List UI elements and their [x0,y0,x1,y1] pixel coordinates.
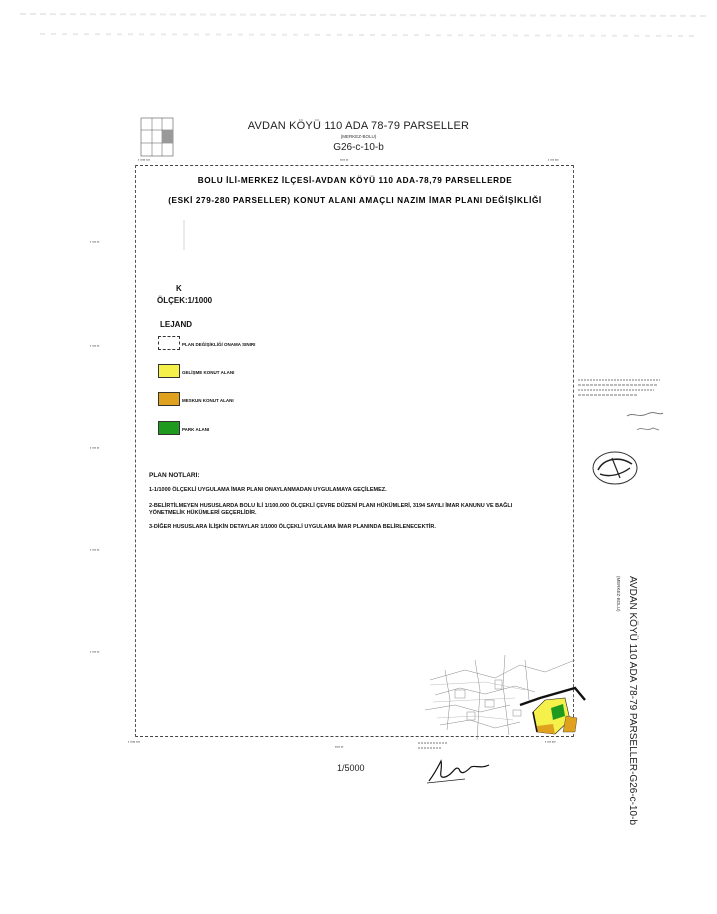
approval-stamp [578,378,662,407]
scale-label: ÖLÇEK:1/1000 [157,296,213,305]
coord-tick: ▪ ▪▪▪▪ ▪▪▪ [138,158,150,162]
legend-swatch-park [158,421,180,435]
header-title: AVDAN KÖYÜ 110 ADA 78-79 PARSELLER [247,120,470,132]
north-arrow-icon [180,220,188,255]
coord-tick: ▪ ▪▪▪▪ ▪▪▪ [128,740,140,744]
legend-label: PLAN DEĞİŞİKLİĞİ ONAMA SINIRI [182,342,256,347]
side-label-title: AVDAN KÖYÜ 110 ADA 78-79 PARSELLER-G26-c-10-b [627,576,638,825]
header-subtitle: (MERKEZ-BOLU) [340,134,377,139]
official-seal-icon [590,448,640,493]
coord-tick: ▪ ▪▪▪ ▪▪ [90,344,100,348]
legend-label: MESKUN KONUT ALANI [182,398,234,403]
coord-tick: ▪ ▪▪▪ ▪▪▪ [545,740,556,744]
header-code: G26-c-10-b [333,142,384,153]
legend-label: GELİŞME KONUT ALANI [182,370,235,375]
coord-tick: ▪ ▪▪▪ ▪▪▪ [548,158,559,162]
key-map [425,650,590,755]
legend-swatch-existing [158,392,180,406]
coord-tick: ▪ ▪▪▪ ▪▪ [90,650,100,654]
side-label-subtitle: (MERKEZ-BOLU) [616,576,621,612]
top-scan-noise [20,4,710,54]
note-item: 1-1/1000 ÖLÇEKLİ UYGULAMA İMAR PLANI ONAYLANMADAN UYGULAMAYA GEÇİLEMEZ. [149,487,387,493]
note-item: 3-DİĞER HUSUSLARA İLİŞKİN DETAYLAR 1/1000 ÖLÇEKLİ UYGULAMA İMAR PLANINDA BELİRLENECEKTİR. [149,524,436,530]
coord-tick: ▪▪▪▪ ▪▪ [335,745,344,749]
coord-tick: ▪▪▪▪ ▪▪ [340,158,349,162]
coord-tick: ▪ ▪▪▪ ▪▪ [90,240,100,244]
legend-swatch-boundary [158,336,180,350]
plan-title-line1: BOLU İLİ-MERKEZ İLÇESİ-AVDAN KÖYÜ 110 ADA-78,79 PARSELLERDE [197,176,513,185]
signature-stamp-text [418,741,458,752]
north-label: K [176,284,182,293]
legend-title: LEJAND [160,320,193,329]
legend-swatch-developing [158,364,180,378]
handwritten-initials-icon [625,408,665,443]
legend-label: PARK ALANI [182,427,210,432]
plan-title-line2: (ESKİ 279-280 PARSELLER) KONUT ALANI AMAÇLI NAZIM İMAR PLANI DEĞİŞİKLİĞİ [168,196,542,205]
bottom-scale-label: 1/5000 [337,763,365,773]
signature-icon [425,755,495,792]
coord-tick: ▪ ▪▪▪ ▪▪ [90,548,100,552]
coord-tick: ▪ ▪▪▪ ▪▪ [90,446,100,450]
note-item: 2-BELİRTİLMEYEN HUSUSLARDA BOLU İLİ 1/100.000 ÖLÇEKLİ ÇEVRE DÜZENİ PLANI HÜKÜMLERİ, 3194 SAYILI İMAR KANUNU VE BAĞLI YÖNETMELİK HÜKÜMLERİ GEÇERLİDİR. [149,503,513,516]
notes-title: PLAN NOTLARI: [149,472,200,479]
